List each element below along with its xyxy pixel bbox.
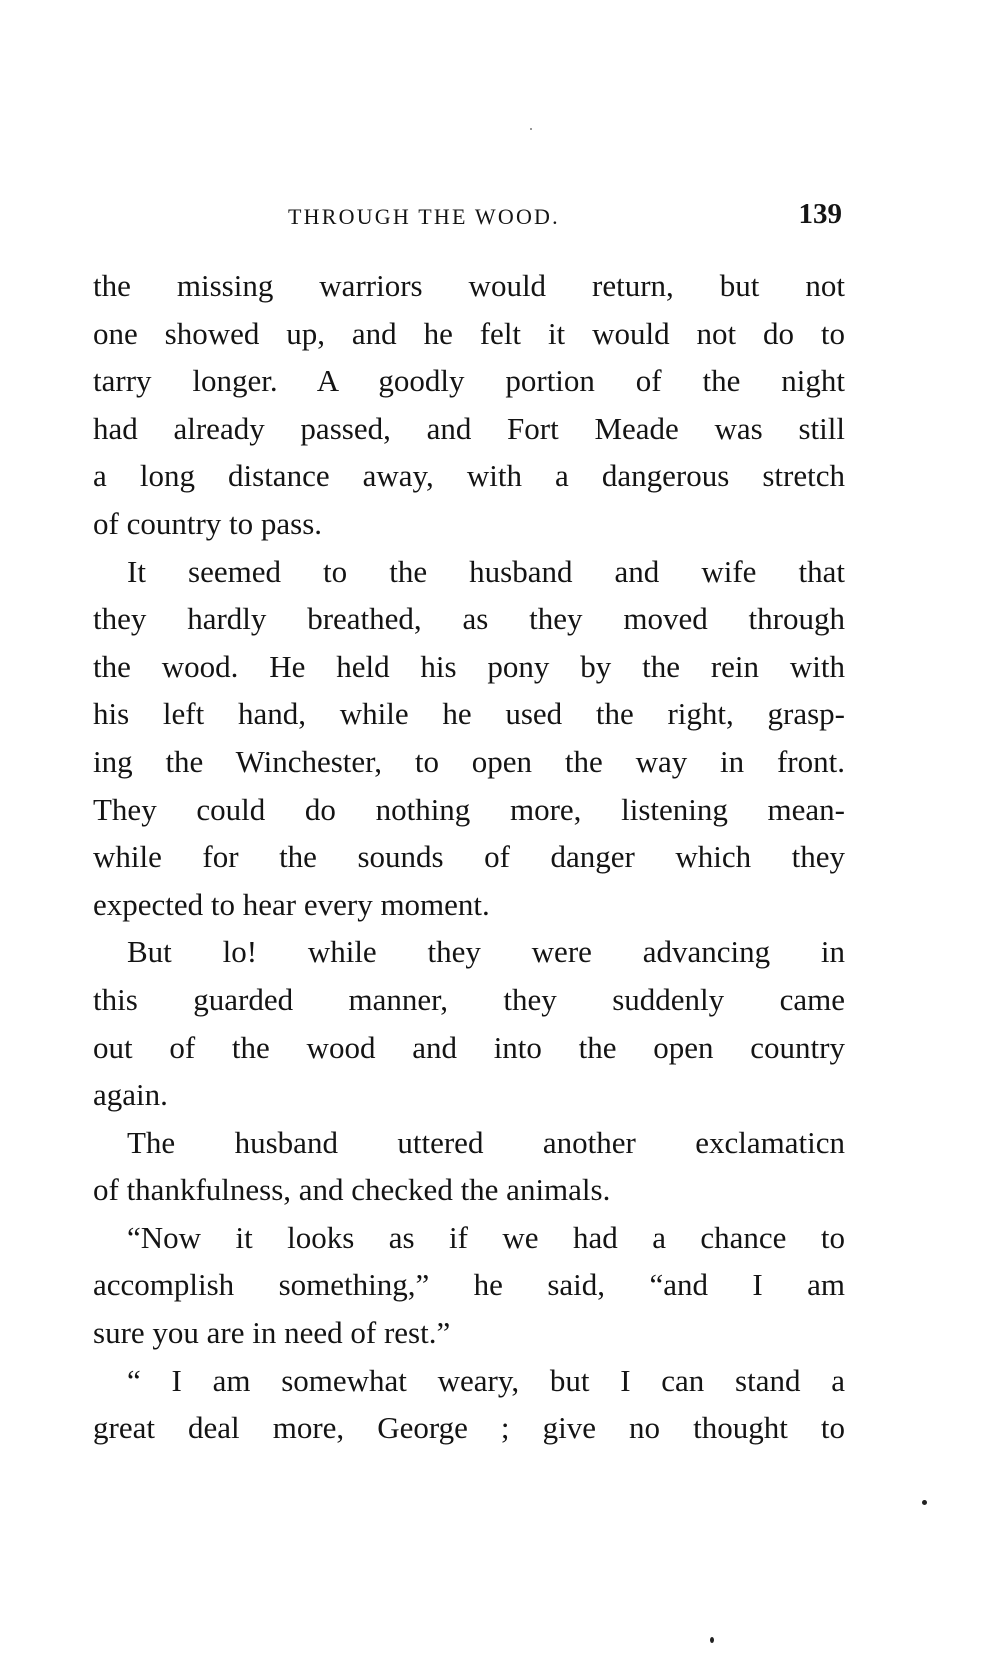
text-line: “ I am somewhat weary, but I can stand a <box>127 1362 845 1398</box>
text-line: had already passed, and Fort Meade was still <box>93 410 845 446</box>
text-line: out of the wood and into the open country <box>93 1029 845 1065</box>
text-line: of thankfulness, and checked the animals. <box>93 1172 611 1208</box>
text-line: while for the sounds of danger which they <box>93 839 845 875</box>
page-number: 139 <box>798 198 842 230</box>
text-line: a long distance away, with a dangerous stretch <box>93 458 845 494</box>
text-line: great deal more, George ; give no thought to <box>93 1410 845 1446</box>
running-title: THROUGH THE WOOD. <box>288 204 560 229</box>
scan-speck <box>922 1500 927 1505</box>
text-line: they hardly breathed, as they moved through <box>93 601 845 637</box>
text-line: this guarded manner, they suddenly came <box>93 981 845 1017</box>
running-head <box>92 198 848 238</box>
text-line: sure you are in need of rest.” <box>93 1315 451 1351</box>
scan-speck <box>710 1637 714 1643</box>
text-line: of country to pass. <box>93 505 323 541</box>
text-line: The husband uttered another exclamaticn <box>127 1124 845 1160</box>
text-line: tarry longer. A goodly portion of the night <box>93 363 845 399</box>
text-line: It seemed to the husband and wife that <box>127 553 845 589</box>
text-line: “Now it looks as if we had a chance to <box>127 1219 845 1255</box>
text-line: But lo! while they were advancing in <box>127 934 845 970</box>
text-line: accomplish something,” he said, “and I am <box>93 1267 845 1303</box>
text-line: the missing warriors would return, but not <box>93 268 845 303</box>
text-line: one showed up, and he felt it would not do to <box>93 315 845 351</box>
text-line: They could do nothing more, listening mean- <box>93 791 845 827</box>
text-line: again. <box>93 1077 168 1113</box>
body-text <box>93 262 845 1452</box>
scan-speck <box>530 128 532 130</box>
text-line: the wood. He held his pony by the rein with <box>93 648 845 684</box>
text-line: his left hand, while he used the right, grasp- <box>93 696 845 732</box>
text-line: expected to hear every moment. <box>93 886 490 922</box>
text-line: ing the Winchester, to open the way in front. <box>93 743 845 779</box>
